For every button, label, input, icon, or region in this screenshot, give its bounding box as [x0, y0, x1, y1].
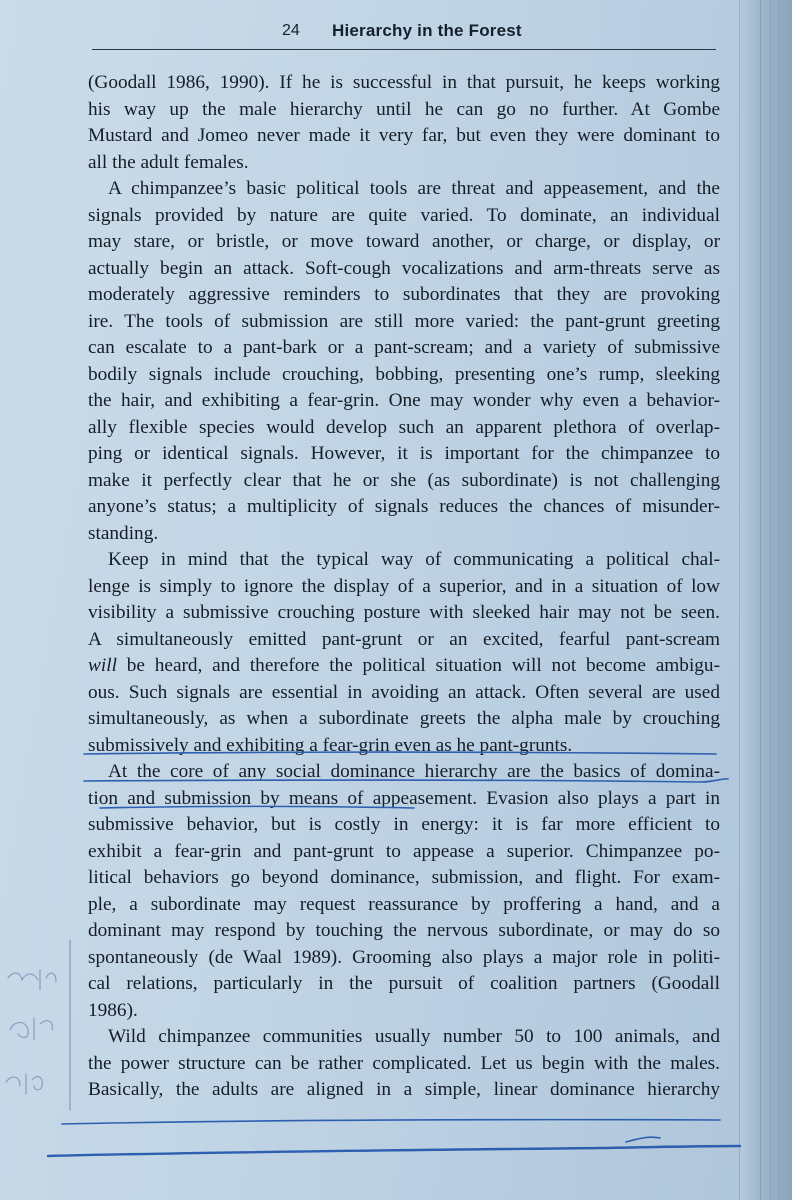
text-line: ally flexible species would develop such an apparent plethora of overlap- [88, 416, 720, 438]
text-line: bodily signals include crouching, bobbing, presenting one’s rump, sleeking [88, 363, 720, 385]
header-rule [92, 49, 716, 50]
text-line: cal relations, particularly in the pursuit of coalition partners (Goodall [88, 973, 720, 994]
text-line: litical behaviors go beyond dominance, submission, and flight. For exam- [88, 867, 720, 888]
page-edge-line [770, 0, 771, 1200]
text-line: A simultaneously emitted pant-grunt or an excited, fearful pant-scream [88, 628, 720, 650]
page-edge-line [779, 0, 780, 1200]
page-edge-line [760, 0, 761, 1200]
text-line: signals provided by nature are quite varied. To dominate, an individual [88, 204, 720, 226]
text-line: 1986). [88, 999, 138, 1021]
text-line: At the core of any social dominance hierarchy are the basics of domina- [108, 761, 720, 782]
text-line: dominant may respond by touching the nervous subordinate, or may do so [88, 920, 720, 941]
text-line: Mustard and Jomeo never made it very far, but even they were dominant to [88, 125, 720, 146]
pen-underline-heavy [48, 1146, 740, 1156]
text-line: ire. The tools of submission are still more varied: the pant-grunt greeting [88, 310, 720, 332]
text-line: spontaneously (de Waal 1989). Grooming also plays a major role in politi- [88, 946, 720, 968]
text-line: ple, a subordinate may request reassurance by proffering a hand, and a [88, 893, 720, 915]
text-line: submissive behavior, but is costly in energy: it is far more efficient to [88, 814, 720, 835]
body-text [88, 70, 720, 1104]
pen-tick [626, 1137, 660, 1142]
text-line: lenge is simply to ignore the display of a superior, and in a situation of low [88, 575, 720, 597]
text-line: ping or identical signals. However, it is important for the chimpanzee to [88, 443, 720, 464]
page-edge [739, 0, 792, 1200]
text-line: all the adult females. [88, 151, 249, 173]
text-line: simultaneously, as when a subordinate greets the alpha male by crouching [88, 708, 720, 729]
page-number: 24 [282, 22, 300, 39]
running-header [92, 20, 720, 48]
running-title: Hierarchy in the Forest [332, 21, 522, 40]
text-line: moderately aggressive reminders to subordinates that they are provoking [88, 284, 720, 305]
text-line: visibility a submissive crouching posture with sleeked hair may not be seen. [88, 602, 720, 623]
text-line: Keep in mind that the typical way of communicating a political chal- [108, 549, 720, 570]
text-line: make it perfectly clear that he or she (as subordinate) is not challenging [88, 469, 720, 491]
text-line: standing. [88, 522, 159, 544]
text-line: tion and submission by means of appeasement. Evasion also plays a part in [88, 787, 720, 809]
text-line: actually begin an attack. Soft-cough vocalizations and arm-threats serve as [88, 257, 720, 279]
text-line: his way up the male hierarchy until he can go no further. At Gombe [88, 98, 720, 120]
text-line: (Goodall 1986, 1990). If he is successful in that pursuit, he keeps working [88, 72, 720, 93]
margin-note [6, 970, 56, 1094]
text-line: Basically, the adults are aligned in a simple, linear dominance hierarchy [88, 1079, 720, 1100]
text-line: may stare, or bristle, or move toward another, or charge, or display, or [88, 231, 720, 252]
pen-underline [62, 1120, 720, 1124]
text-line: the power structure can be rather complicated. Let us begin with the males. [88, 1052, 720, 1074]
text-line: exhibit a fear-grin and pant-grunt to appease a superior. Chimpanzee po- [88, 840, 720, 862]
text-line: Wild chimpanzee communities usually number 50 to 100 animals, and [108, 1026, 720, 1047]
text-line: will be heard, and therefore the political situation will not become ambigu- [88, 655, 720, 676]
text-line: A chimpanzee’s basic political tools are threat and appeasement, and the [108, 178, 720, 199]
text-line: submissively and exhibiting a fear-grin even as he pant-grunts. [88, 734, 573, 756]
text-line: ous. Such signals are essential in avoiding an attack. Often several are used [88, 681, 720, 703]
text-line: can escalate to a pant-bark or a pant-scream; and a variety of submissive [88, 337, 720, 358]
text-line: the hair, and exhibiting a fear-grin. One may wonder why even a behavior- [88, 390, 720, 411]
text-line: anyone’s status; a multiplicity of signals reduces the chances of misunder- [88, 496, 720, 517]
